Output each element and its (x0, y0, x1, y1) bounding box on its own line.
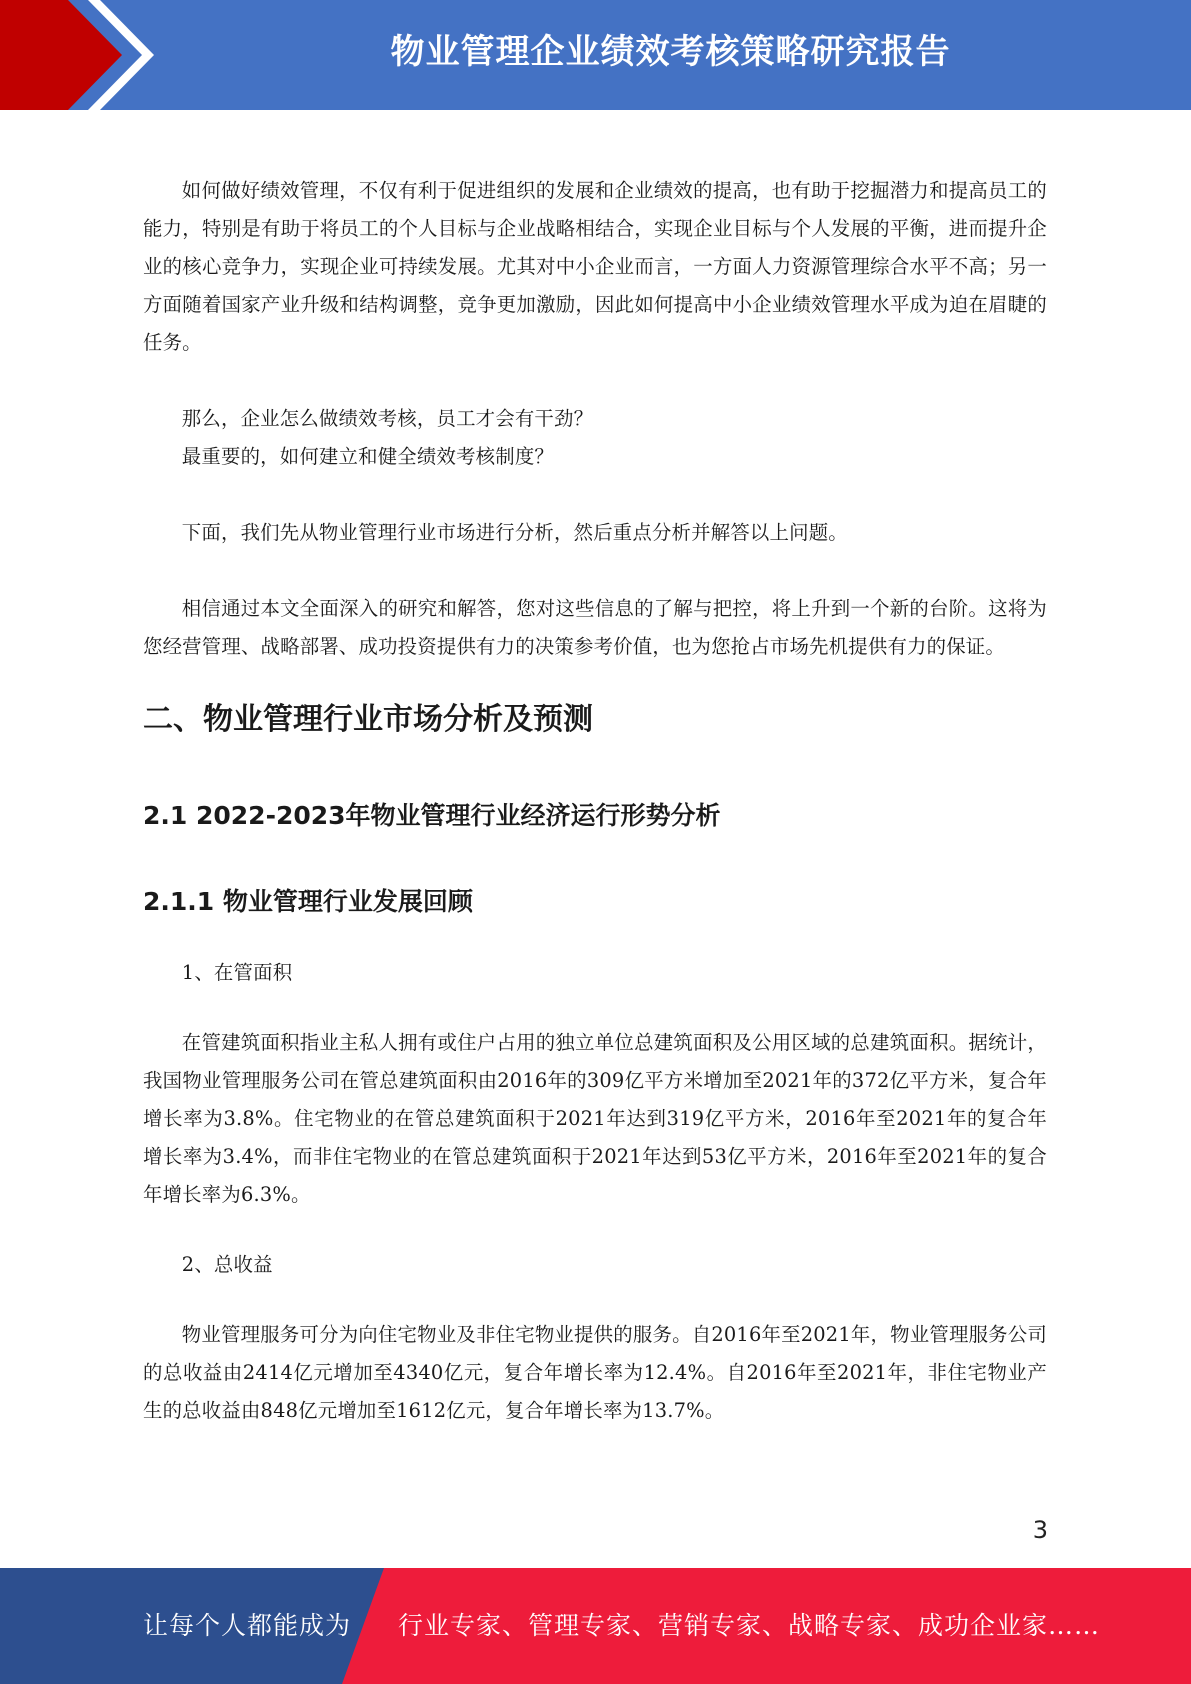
subsubsection-heading: 2.1.1 物业管理行业发展回顾 (143, 887, 473, 916)
paragraph-next: 下面，我们先从物业管理行业市场进行分析，然后重点分析并解答以上问题。 (181, 521, 848, 544)
paragraph-question-1: 那么，企业怎么做绩效考核，员工才会有干劲？ (181, 407, 594, 430)
footer-slogan-right: 行业专家、管理专家、营销专家、战略专家、成功企业家…… (398, 1611, 1101, 1640)
page-footer (0, 1568, 1191, 1684)
footer-slogan-left: 让每个人都能成为 (143, 1611, 352, 1640)
list-item-area: 1、在管面积 (181, 961, 293, 984)
list-item-revenue: 2、总收益 (181, 1253, 273, 1276)
paragraph-intro: 如何做好绩效管理，不仅有利于促进组织的发展和企业绩效的提高，也有助于挖掘潜力和提高员工的能力，特别是有助于将员工的个人目标与企业战略相结合，实现企业目标与个人发展的平衡，进而提升企业的核心竞争力，实现企业可持续发展。尤其对中小企业而言，一方面人力资源管理综合水平不高；另一方面随着国家产业升级和结构调整，竞争更加激励，因此如何提高中小企业绩效管理水平成为迫在眉睫的任务。 (143, 179, 1047, 354)
section-heading: 二、物业管理行业市场分析及预测 (143, 702, 593, 737)
page-body (143, 172, 1047, 1430)
document-title: 物业管理企业绩效考核策略研究报告 (390, 32, 951, 72)
paragraph-value: 相信通过本文全面深入的研究和解答，您对这些信息的了解与把控，将上升到一个新的台阶。这将为您经营管理、战略部署、成功投资提供有力的决策参考价值，也为您抢占市场先机提供有力的保证。 (143, 597, 1047, 658)
page-header (0, 0, 1191, 110)
paragraph-revenue: 物业管理服务可分为向住宅物业及非住宅物业提供的服务。自2016年至2021年，物业管理服务公司的总收益由2414亿元增加至4340亿元，复合年增长率为12.4%。自2016年至2021年，非住宅物业产生的总收益由848亿元增加至1612亿元，复合年增长率为13.7%。 (143, 1323, 1047, 1422)
page-number: 3 (1032, 1516, 1048, 1544)
subsection-heading: 2.1 2022-2023年物业管理行业经济运行形势分析 (143, 801, 721, 830)
paragraph-area: 在管建筑面积指业主私人拥有或住户占用的独立单位总建筑面积及公用区域的总建筑面积。据统计，我国物业管理服务公司在管总建筑面积由2016年的309亿平方米增加至2021年的372亿平方米，复合年增长率为3.8%。住宅物业的在管总建筑面积于2021年达到319亿平方米，2016年至2021年的复合年增长率为3.4%，而非住宅物业的在管总建筑面积于2021年达到53亿平方米，2016年至2021年的复合年增长率为6.3%。 (143, 1031, 1047, 1206)
paragraph-question-2: 最重要的，如何建立和健全绩效考核制度？ (181, 445, 555, 468)
